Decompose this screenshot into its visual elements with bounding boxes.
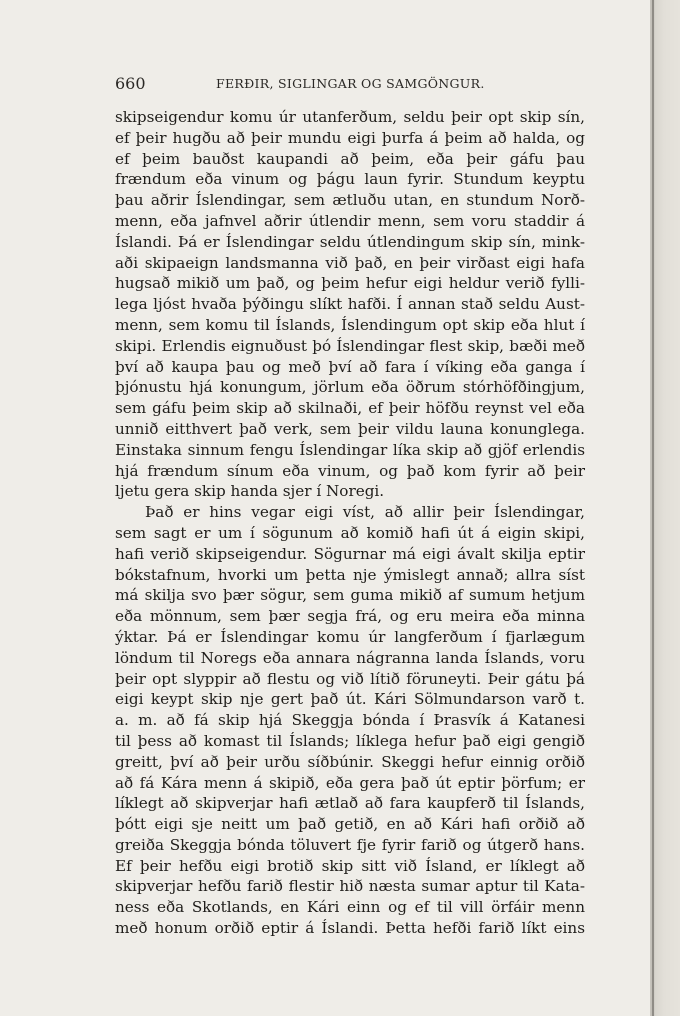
text-line: eigi keypt skip nje gert það út. Kári Sölmundarson varð t. [115, 690, 585, 709]
text-line: því að kaupa þau og með því að fara í víking eða ganga í [115, 357, 585, 376]
text-line: bókstafnum, hvorki um þetta nje ýmislegt annað; allra síst [115, 565, 585, 584]
text-line: þau aðrir Íslendingar, sem ætluðu utan, en stundum Norð- [115, 191, 585, 210]
text-line: þjónustu hjá konungum, jörlum eða öðrum stórhöfðingjum, [115, 378, 585, 397]
text-line: líklegt að skipverjar hafi ætlað að fara kaupferð til Íslands, [115, 794, 585, 813]
text-line: ef þeir hugðu að þeir mundu eigi þurfa á þeim að halda, og [115, 128, 585, 147]
text-line: skipseigendur komu úr utanferðum, seldu þeir opt skip sín, [115, 108, 585, 126]
text-line: greiða Skeggja bónda töluvert fje fyrir farið og útgerð hans. [115, 835, 585, 854]
text-line: hafi verið skipseigendur. Sögurnar má eigi ávalt skilja eptir [115, 544, 585, 563]
text-line: þeir opt slyppir að flestu og við lítið föruneyti. Þeir gátu þá [115, 669, 585, 688]
text-line: þótt eigi sje neitt um það getið, en að Kári hafi orðið að [115, 815, 585, 834]
text-line: Íslandi. Þá er Íslendingar seldu útlendingum skip sín, mink- [115, 232, 585, 251]
page-number: 660 [115, 74, 146, 93]
text-line-paragraph-start: Það er hins vegar eigi víst, að allir þeir Íslendingar, [145, 503, 585, 522]
text-line: Ef þeir hefðu eigi brotið skip sitt við Ísland, er líklegt að [115, 856, 585, 875]
text-line: ness eða Skotlands, en Kári einn og ef til vill örfáir menn [115, 898, 585, 917]
text-line: skipverjar hefðu farið flestir hið næsta sumar aptur til Kata- [115, 877, 585, 896]
text-line: unnið eitthvert það verk, sem þeir vildu launa konunglega. [115, 419, 585, 438]
text-line: til þess að komast til Íslands; líklega hefur það eigi gengið [115, 731, 585, 750]
text-line: a. m. að fá skip hjá Skeggja bónda í Þrasvík á Katanesi [115, 711, 585, 730]
text-line: að fá Kára menn á skipið, eða gera það út eptir þörfum; er [115, 773, 585, 792]
text-line: menn, eða jafnvel aðrir útlendir menn, sem voru staddir á [115, 211, 585, 230]
text-line: hjá frændum sínum eða vinum, og það kom fyrir að þeir [115, 461, 585, 480]
text-line: menn, sem komu til Íslands, Íslendingum opt skip eða hlut í [115, 315, 585, 334]
text-line: ef þeim bauðst kaupandi að þeim, eða þeir gáfu þau [115, 149, 585, 168]
page-header [115, 74, 585, 94]
running-title: FERÐIR, SIGLINGAR OG SAMGÖNGUR. [216, 76, 485, 91]
text-line-paragraph-end: ljetu gera skip handa sjer í Noregi. [115, 482, 385, 501]
text-line: sem sagt er um í sögunum að komið hafi út á eigin skipi, [115, 523, 585, 542]
text-line: skipi. Erlendis eignuðust þó Íslendingar flest skip, bæði með [115, 336, 585, 355]
text-line: frændum eða vinum og þágu laun fyrir. Stundum keyptu [115, 170, 585, 189]
text-line: eða mönnum, sem þær segja frá, og eru meira eða minna [115, 607, 585, 626]
text-line: greitt, því að þeir urðu síðbúnir. Skeggi hefur einnig orðið [115, 752, 585, 771]
page-edge-line [652, 0, 654, 1016]
text-line: ýktar. Þá er Íslendingar komu úr langferðum í fjarlægum [115, 627, 585, 646]
text-line: löndum til Noregs eða annara nágranna landa Íslands, voru [115, 648, 585, 667]
page-edge-shadow [650, 0, 680, 1016]
text-line: hugsað mikið um það, og þeim hefur eigi heldur verið fylli- [115, 274, 585, 293]
text-line: sem gáfu þeim skip að skilnaði, ef þeir höfðu reynst vel eða [115, 399, 585, 418]
text-line: lega ljóst hvaða þýðingu slíkt hafði. Í annan stað seldu Aust- [115, 295, 585, 314]
text-line: má skilja svo þær sögur, sem guma mikið af sumum hetjum [115, 586, 585, 605]
body-text [115, 107, 585, 939]
text-line: með honum orðið eptir á Íslandi. Þetta hefði farið líkt eins [115, 919, 585, 938]
text-line: aði skipaeign landsmanna við það, en þeir virðast eigi hafa [115, 253, 585, 272]
text-line: Einstaka sinnum fengu Íslendingar líka skip að gjöf erlendis [115, 440, 585, 459]
